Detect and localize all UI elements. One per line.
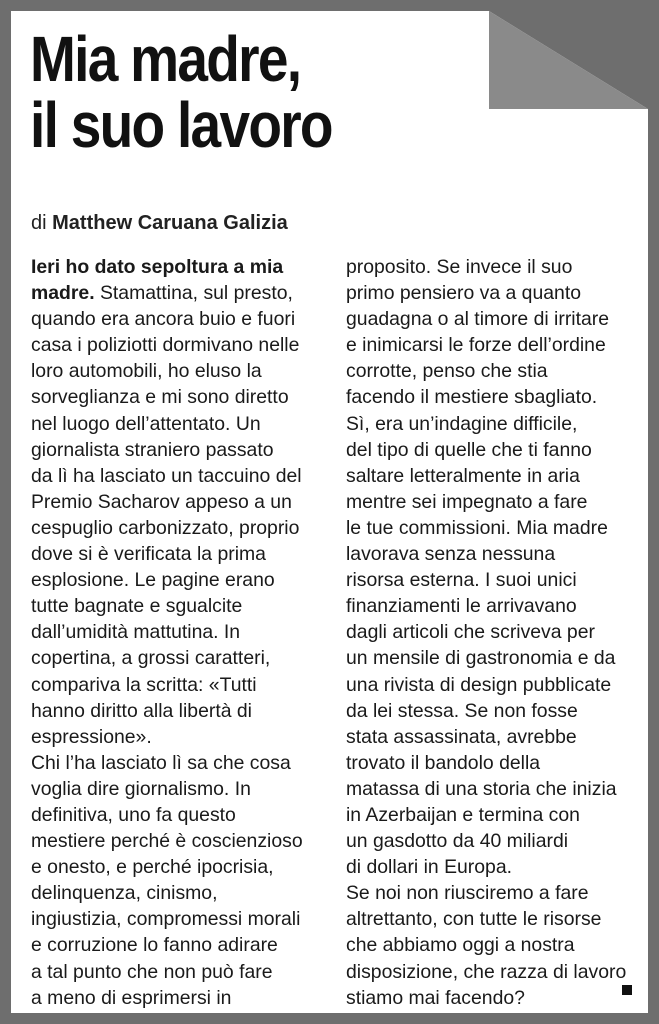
body-text: dall’umidità mattutina. In bbox=[31, 621, 241, 644]
body-text: dove si è verificata la prima bbox=[31, 543, 266, 566]
text-line bbox=[31, 541, 331, 567]
text-line: un mensile di gastronomia e da bbox=[346, 647, 616, 670]
text-line bbox=[31, 672, 331, 698]
text-line: disposizione, che razza di lavoro bbox=[346, 960, 627, 983]
article-title bbox=[30, 23, 408, 161]
text-line: saltare letteralmente in aria bbox=[346, 464, 580, 487]
body-text: quando era ancora buio e fuori bbox=[31, 308, 296, 331]
body-text: a meno di esprimersi in bbox=[31, 986, 232, 1009]
text-line bbox=[31, 411, 331, 437]
text-line bbox=[31, 280, 331, 306]
body-text: da lì ha lasciato un taccuino del bbox=[31, 464, 302, 487]
text-line bbox=[31, 463, 331, 489]
body-text: esplosione. Le pagine erano bbox=[31, 569, 275, 592]
text-line: risorsa esterna. I suoi unici bbox=[346, 569, 577, 592]
title-line-2: il suo lavoro bbox=[30, 89, 332, 161]
text-line: lavorava senza nessuna bbox=[346, 543, 556, 566]
text-line bbox=[31, 619, 331, 645]
body-text: mestiere perché è coscienzioso bbox=[31, 830, 303, 853]
body-text: definitiva, uno fa questo bbox=[31, 803, 236, 826]
text-line: facendo il mestiere sbagliato. bbox=[346, 386, 598, 409]
body-text: espressione». bbox=[31, 725, 152, 748]
title-line-1: Mia madre, bbox=[30, 23, 301, 95]
text-line bbox=[31, 880, 331, 906]
text-line: trovato il bandolo della bbox=[346, 751, 541, 774]
text-line: dagli articoli che scriveva per bbox=[346, 621, 595, 644]
article-column-right bbox=[346, 254, 646, 1011]
text-line bbox=[31, 515, 331, 541]
text-line: altrettanto, con tutte le risorse bbox=[346, 908, 602, 931]
text-line bbox=[31, 828, 331, 854]
lead-text: Ieri ho dato sepoltura a mia bbox=[31, 256, 284, 278]
text-line: corrotte, penso che stia bbox=[346, 360, 548, 383]
body-text: nel luogo dell’attentato. Un bbox=[31, 412, 261, 435]
byline-prefix: di bbox=[31, 212, 47, 234]
text-line: guadagna o al timore di irritare bbox=[346, 308, 609, 331]
text-line bbox=[31, 437, 331, 463]
text-line: proposito. Se invece il suo bbox=[346, 256, 573, 278]
text-line bbox=[31, 306, 331, 332]
body-text: copertina, a grossi caratteri, bbox=[31, 647, 271, 670]
text-line: stiamo mai facendo? bbox=[346, 986, 525, 1009]
text-line bbox=[31, 724, 331, 750]
text-line: stata assassinata, avrebbe bbox=[346, 725, 577, 748]
text-line bbox=[31, 384, 331, 410]
text-line: Sì, era un’indagine difficile, bbox=[346, 412, 578, 435]
text-line: primo pensiero va a quanto bbox=[346, 282, 581, 305]
text-line: in Azerbaijan e termina con bbox=[346, 803, 580, 826]
text-line: matassa di una storia che inizia bbox=[346, 777, 617, 800]
body-text: a tal punto che non può fare bbox=[31, 960, 273, 983]
text-line bbox=[31, 906, 331, 932]
body-text: loro automobili, ho eluso la bbox=[31, 360, 262, 383]
body-text: hanno diritto alla libertà di bbox=[31, 699, 252, 722]
text-line bbox=[31, 489, 331, 515]
byline bbox=[31, 212, 288, 235]
body-text: casa i poliziotti dormivano nelle bbox=[31, 334, 300, 357]
body-text: delinquenza, cinismo, bbox=[31, 882, 218, 905]
body-text: tutte bagnate e sgualcite bbox=[31, 595, 243, 618]
text-line: le tue commissioni. Mia madre bbox=[346, 516, 608, 539]
text-line: e inimicarsi le forze dell’ordine bbox=[346, 334, 606, 357]
body-text: compariva la scritta: «Tutti bbox=[31, 673, 257, 696]
text-line: da lei stessa. Se non fosse bbox=[346, 699, 578, 722]
text-line bbox=[31, 645, 331, 671]
text-line: una rivista di design pubblicate bbox=[346, 673, 612, 696]
body-text: sorveglianza e mi sono diretto bbox=[31, 386, 289, 409]
text-line bbox=[31, 776, 331, 802]
body-text: e corruzione lo fanno adirare bbox=[31, 934, 278, 957]
text-line: Se noi non riusciremo a fare bbox=[346, 882, 589, 905]
body-text: cespuglio carbonizzato, proprio bbox=[31, 516, 300, 539]
text-line: mentre sei impegnato a fare bbox=[346, 490, 588, 513]
text-line bbox=[31, 332, 331, 358]
text-line bbox=[31, 932, 331, 958]
author-name: Matthew Caruana Galizia bbox=[52, 212, 288, 234]
body-text: giornalista straniero passato bbox=[31, 438, 274, 461]
text-line bbox=[31, 750, 331, 776]
lead-text: madre. bbox=[31, 282, 95, 305]
text-line bbox=[31, 358, 331, 384]
text-line: del tipo di quelle che ti fanno bbox=[346, 438, 592, 461]
text-line bbox=[31, 985, 331, 1011]
text-line bbox=[31, 802, 331, 828]
text-line bbox=[31, 593, 331, 619]
body-text: Chi l’ha lasciato lì sa che cosa bbox=[31, 751, 291, 774]
body-text: e onesto, e perché ipocrisia, bbox=[31, 856, 274, 879]
body-text: Stamattina, sul presto, bbox=[94, 282, 293, 305]
text-line bbox=[31, 254, 331, 280]
text-line bbox=[31, 959, 331, 985]
text-line: finanziamenti le arrivavano bbox=[346, 595, 577, 618]
text-line: di dollari in Europa. bbox=[346, 856, 512, 879]
text-line bbox=[31, 567, 331, 593]
body-text: Premio Sacharov appeso a un bbox=[31, 490, 292, 513]
text-line: che abbiamo oggi a nostra bbox=[346, 934, 575, 957]
text-line bbox=[31, 854, 331, 880]
body-text: ingiustizia, compromessi morali bbox=[31, 908, 301, 931]
text-line bbox=[31, 698, 331, 724]
end-of-article-mark bbox=[622, 985, 632, 995]
text-line: un gasdotto da 40 miliardi bbox=[346, 830, 569, 853]
article-column-left bbox=[31, 254, 331, 1011]
body-text: voglia dire giornalismo. In bbox=[31, 777, 251, 800]
